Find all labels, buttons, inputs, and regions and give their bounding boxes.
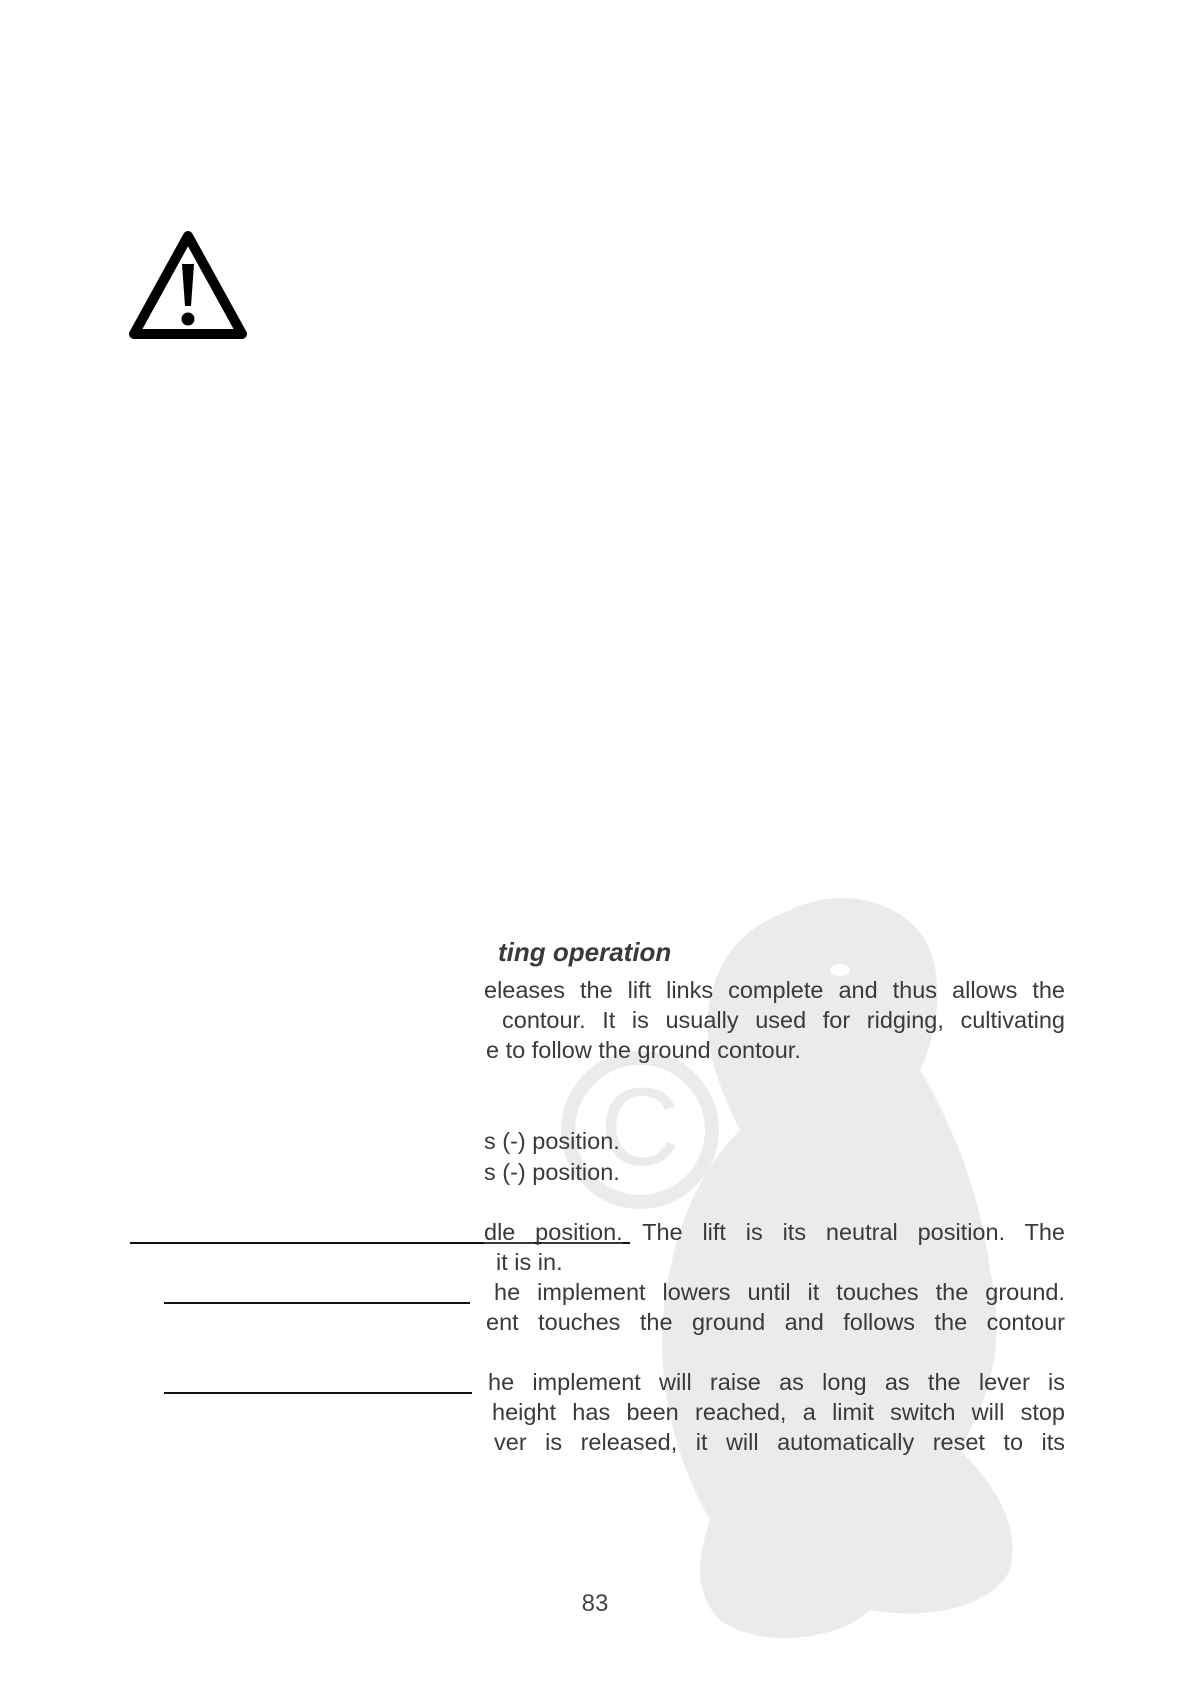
underline-rule: [164, 1392, 472, 1394]
body-line: he implement will raise as long as the lever is: [488, 1369, 1065, 1395]
body-line: e to follow the ground contour.: [486, 1037, 801, 1063]
body-line: s (-) position.: [484, 1128, 620, 1154]
page-number: 83: [581, 1590, 609, 1617]
body-line: it is in.: [496, 1249, 563, 1275]
body-line: eleases the lift links complete and thus allows the: [484, 977, 1065, 1003]
body-line: s (-) position.: [484, 1159, 620, 1185]
warning-icon: [128, 230, 248, 340]
underlined-term: dle position.: [484, 1219, 623, 1245]
body-line: height has been reached, a limit switch will stop: [492, 1399, 1065, 1425]
body-text: The lift is its neutral position. The: [622, 1219, 1065, 1245]
body-line: [484, 1217, 1065, 1247]
body-line: he implement lowers until it touches the ground.: [494, 1279, 1065, 1305]
body-line: ver is released, it will automatically reset to its: [494, 1429, 1065, 1455]
svg-text:C: C: [600, 1066, 680, 1189]
body-line: contour. It is usually used for ridging, cultivating: [502, 1007, 1065, 1033]
section-heading: ting operation: [498, 937, 672, 967]
underline-rule: [164, 1302, 470, 1304]
body-line: ent touches the ground and follows the contour: [486, 1309, 1065, 1335]
